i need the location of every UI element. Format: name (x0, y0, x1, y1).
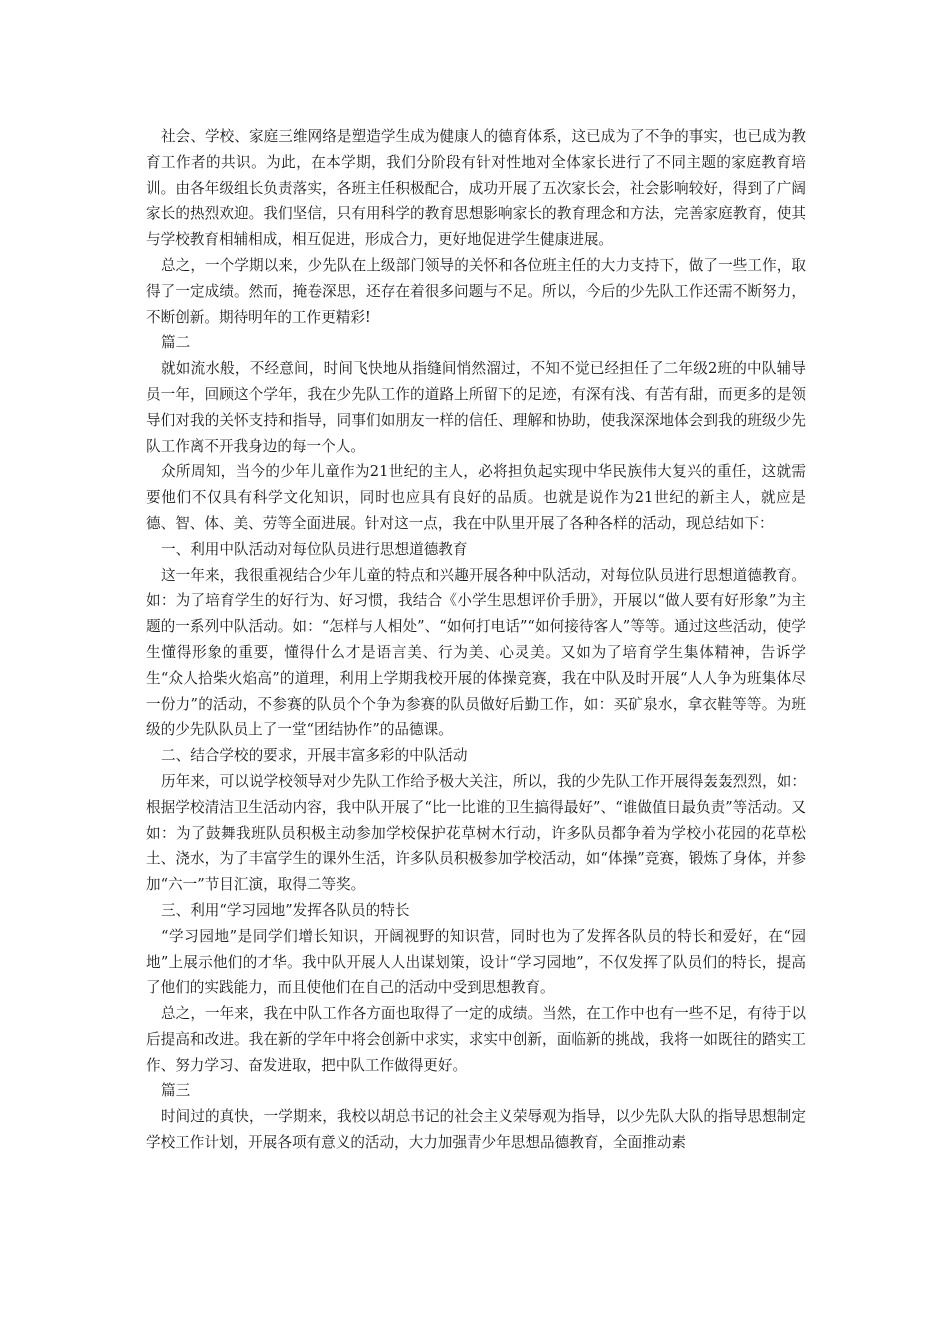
paragraph-overview: 众所周知，当今的少年儿童作为21世纪的主人，必将担负起实现中华民族伟大复兴的重任，这就需要他们不仅具有科学文化知识，同时也应具有良好的品质。也就是说作为21世纪的新主人，就应是德、智、体、美、劳等全面进展。针对这一点，我在中队里开展了各种各样的活动，现总结如下： (146, 463, 806, 532)
paragraph-moral-education: 这一年来，我很重视结合少年儿童的特点和兴趣开展各种中队活动，对每位队员进行思想道德教育。如：为了培育学生的好行为、好习惯，我结合《小学生思想评价手册》，开展以“做人要有好形象”为主题的一系列中队活动。如：“怎样与人相处”、“如何打电话”“如何接待客人”等等。通过这些活动，使学生懂得形象的重要，懂得什么才是语言美、行为美、心灵美。又如为了培育学生集体精神，告诉学生“众人拾柴火焰高”的道理，利用上学期我校开展的体操竞赛，我在中队及时开展“人人争为班集体尽一份力”的活动，不参赛的队员个个争为参赛的队员做好后勤工作，如：买矿泉水，拿衣鞋等等。为班级的少先队队员上了一堂“团结协作”的品德课。 (146, 566, 806, 739)
paragraph-part-three-intro: 时间过的真快，一学期来，我校以胡总书记的社会主义荣辱观为指导，以少先队大队的指导思想制定学校工作计划，开展各项有意义的活动，大力加强青少年思想品德教育，全面推动素 (146, 1108, 806, 1152)
document-body (146, 124, 806, 1156)
paragraph-school-activities: 历年来，可以说学校领导对少先队工作给予极大关注，所以，我的少先队工作开展得轰轰烈烈，如：根据学校清洁卫生活动内容，我中队开展了“比一比谁的卫生搞得最好”、“谁做值日最负责”等活动。又如：为了鼓舞我班队员积极主动参加学校保护花草树木行动，许多队员都争着为学校小花园的花草松土、浇水，为了丰富学生的课外生活，许多队员积极参加学校活动，如“体操”竞赛，锻炼了身体，并参加“六一”节目汇演，取得二等奖。 (146, 772, 806, 894)
paragraph-semester-summary: 总之，一个学期以来，少先队在上级部门领导的关怀和各位班主任的大力支持下，做了一些工作，取得了一定成绩。然而，掩卷深思，还存在着很多问题与不足。所以，今后的少先队工作还需不断努力，不断创新。期待明年的工作更精彩! (146, 256, 806, 326)
section-heading-part-two: 篇二 (161, 334, 191, 352)
section-heading-part-three: 篇三 (161, 1082, 191, 1100)
paragraph-learning-garden: “学习园地”是同学们增长知识，开阔视野的知识营，同时也为了发挥各队员的特长和爱好，在“园地”上展示他们的才华。我中队开展人人出谋划策，设计“学习园地”，不仅发挥了队员们的特长，提高了他们的实践能力，而且使他们在自己的活动中受到思想教育。 (146, 927, 806, 997)
paragraph-year-summary: 总之，一年来，我在中队工作各方面也取得了一定的成绩。当然，在工作中也有一些不足，有待于以后提高和改进。我在新的学年中将会创新中求实，求实中创新，面临新的挑战，我将一如既往的踏实工作、努力学习、奋发进取，把中队工作做得更好。 (146, 1005, 806, 1074)
paragraph-counselor-intro: 就如流水般，不经意间，时间飞快地从指缝间悄然溜过，不知不觉已经担任了二年级2班的中队辅导员一年，回顾这个学年，我在少先队工作的道路上所留下的足迹，有深有浅、有苦有甜，而更多的是领导们对我的关怀支持和指导，同事们如朋友一样的信任、理解和协助，使我深深地体会到我的班级少先队工作离不开我身边的每一个人。 (146, 360, 806, 455)
subheading-learning-garden: 三、利用“学习园地”发挥各队员的特长 (161, 901, 410, 919)
subheading-school-activities: 二、结合学校的要求，开展丰富多彩的中队活动 (161, 747, 468, 765)
subheading-moral-education: 一、利用中队活动对每位队员进行思想道德教育 (161, 540, 468, 558)
paragraph-family-education: 社会、学校、家庭三维网络是塑造学生成为健康人的德育体系，这已成为了不争的事实，也已成为教育工作者的共识。为此，在本学期，我们分阶段有针对性地对全体家长进行了不同主题的家庭教育培训。由各年级组长负责落实，各班主任积极配合，成功开展了五次家长会，社会影响较好，得到了广阔家长的热烈欢迎。我们坚信，只有用科学的教育思想影响家长的教育理念和方法，完善家庭教育，使其与学校教育相辅相成，相互促进，形成合力，更好地促进学生健康进展。 (146, 128, 806, 249)
